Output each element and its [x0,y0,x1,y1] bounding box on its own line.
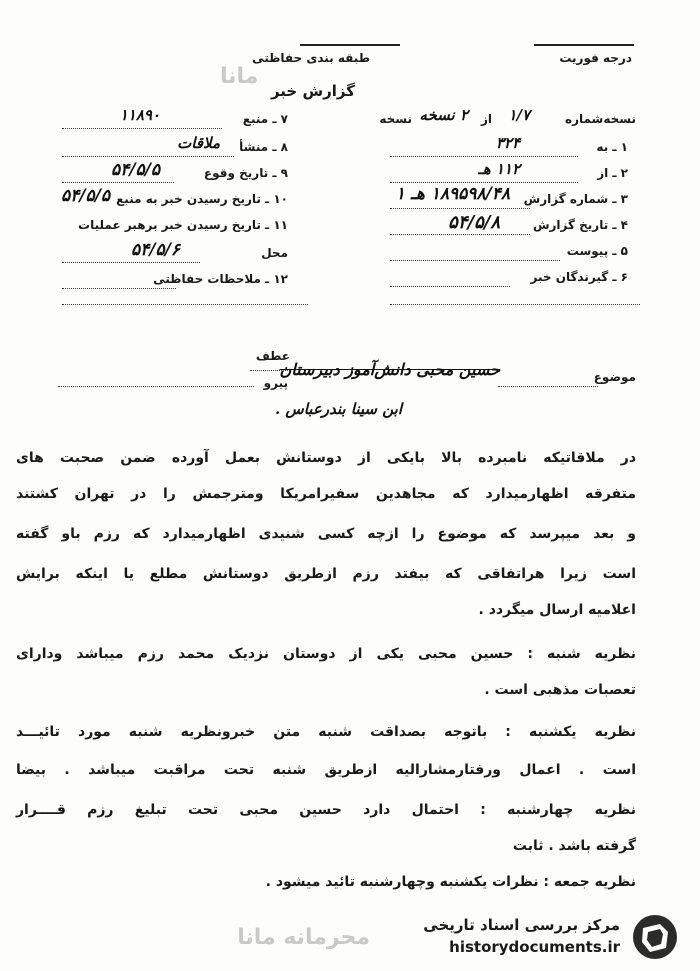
body-line: نظریه یکشنبه : باتوجه بصداقت شنبه متن خبرونظریه شنبه مورد تائیـــد [16,724,636,740]
origin-value: ملاقات [177,134,220,152]
stamp-top: مانا [220,64,259,89]
report-number-line [390,208,530,209]
classification-label: طبقه بندی حفاظتی [252,51,370,65]
copy-number-label: نسخه‌شماره [565,112,636,126]
body-line: گرفته باشد . ثابت [512,838,636,854]
report-number-value: ۱۸۹۵۹۸/۴۸ هـ ۱ [395,184,510,204]
watermark-title: مرکز بررسی اسناد تاریخی [423,916,620,934]
classification-rule [300,44,400,46]
body-line: نظریه جمعه : نظرات یکشنبه وچهارشنبه تائید میشود . [265,874,636,890]
body-line: نظریه چهارشنبه : احتمال دارد حسین محبی تحت تبلیغ رزم قــــرار [16,802,636,818]
location-line [62,262,200,263]
subject-line-1 [498,386,598,387]
source-line [62,128,222,129]
body-line: متفرقه اظهارمیدارد که مجاهدین سفیرامریکا ومترجمش را در تهران کشتند [16,486,636,502]
report-date-label: ۴ ـ تاریخ گزارش [532,218,628,232]
urgency-rule [534,44,634,46]
field-from-value: ۱۱۲ هـ [478,160,520,178]
copy-number-value: ۱/۷ [508,106,530,124]
body-line: نظریه شنبه : حسین محبی یکی از دوستان نزدیک محمد رزم میباشد ودارای [16,646,636,662]
field-from-line [390,182,578,183]
security-notes-label: ۱۲ ـ ملاحظات حفاظتی [153,272,288,286]
date-received-source-value: ۵۴/۵/۵ [61,186,110,206]
date-received-leader-value: ۵۴/۵/۶ [131,240,180,260]
attachment-line [390,260,560,261]
peyro-label: پیرو [263,376,288,390]
body-line: در ملاقاتیکه نامبرده بالا بایکی از دوستانش بعمل آورده ضمن صحبت های [16,450,636,466]
subject-label: موضوع [593,370,636,384]
subject-line-2 [58,386,254,387]
location-label: محل [261,246,288,260]
archive-logo-icon [630,912,680,962]
atf-label: عطف [255,349,290,363]
source-value: ۱۱۸۹۰ [119,106,160,124]
copies-label: نسخه [379,112,412,126]
body-line: است زیرا هراتفاقی که بیفتد رزم ازطریق دوستانش مطلع یا اینکه برایش [16,566,636,582]
field-to-value: ۳۲۴ [495,134,520,152]
field-from-label: ۲ ـ از [597,166,628,180]
subject-second-line: ابن سینا بندرعباس . [274,400,402,418]
origin-line [62,156,234,157]
security-notes-line-1 [62,288,176,289]
field-to-label: ۱ ـ به [596,140,628,154]
report-date-value: ۵۴/۵/۸ [448,212,500,233]
date-received-source-label: ۱۰ ـ تاریخ رسیدن خبر به منبع [116,192,288,206]
report-date-line [390,234,530,235]
occurrence-date-line [62,182,174,183]
security-notes-line-2 [62,304,308,305]
attachment-label: ۵ ـ پیوست [566,244,628,258]
occurrence-date-label: ۹ ـ تاریخ وقوع [203,166,288,180]
field-to-line [390,156,578,157]
recipients-label: ۶ ـ گیرندگان خبر [530,270,628,284]
atf-divider [250,370,290,371]
urgency-label: درجه فوریت [559,51,632,65]
recipients-line-2 [390,304,640,305]
body-line: تعصبات مذهبی است . [484,682,636,698]
report-number-label: ۳ ـ شماره گزارش [523,192,628,206]
source-label: ۷ ـ منبع [242,112,288,126]
of-value: ۲ نسخه [419,106,468,124]
watermark-url: historydocuments.ir [449,938,620,956]
recipients-line-1 [390,286,510,287]
of-label: از [480,112,492,126]
stamp-bottom: محرمانه مانا [237,925,370,950]
body-line: و بعد میپرسد که موضوع را ازچه کسی شنیدی اظهارمیدارد که رزم باو گفته [16,526,636,542]
subject-value: حسین محبی دانش‌آموز دبیرستان [279,360,500,379]
origin-label: ۸ ـ منشأ [239,140,288,154]
report-title: گزارش خبر [270,82,355,100]
occurrence-date-value: ۵۴/۵/۵ [111,160,160,180]
date-received-leader-label: ۱۱ ـ تاریخ رسیدن خبر برهبر عملیات [78,218,288,232]
body-line: است . اعمال ورفتارمشارالیه ازطریق شنبه تحت مراقبت میباشد . بیضا [16,762,636,778]
body-line: اعلامیه ارسال میگردد . [478,602,636,618]
